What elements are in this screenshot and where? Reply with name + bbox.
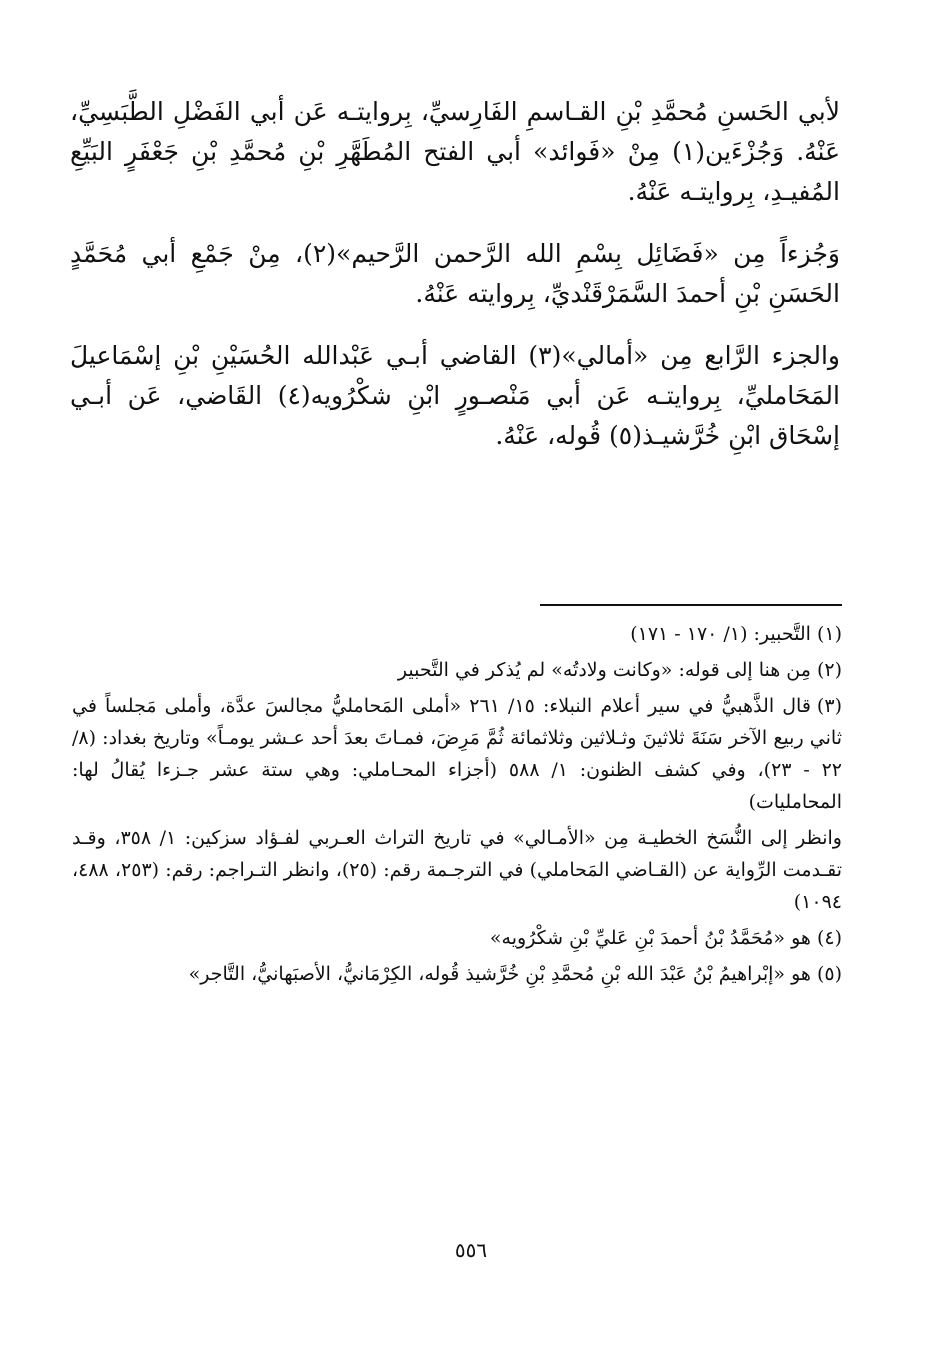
footnotes-block [72,618,842,994]
footnote-3 [72,690,842,818]
footnote-text: هو «مُحَمَّدُ بْنُ أحمدَ بْنِ عَليِّ بْنِ شكْرُويه» [489,927,811,949]
footnote-number: (١) [816,623,842,645]
footnote-number: (٣) [816,695,842,717]
body-paragraph-3: والجزء الرَّابع مِن «أمالي»(٣) القاضي أبـي عَبْدالله الحُسَيْنِ بْنِ إسْمَاعيلَ المَحَامليِّ، بِروايتـه عَن أبي مَنْصـورٍ ابْنِ شكْرُويه(٤) القَاضي، عَن أبـي إسْحَاق ابْنِ خُرَّشيـذ(٥) قُوله، عَنْهُ. [70,341,840,450]
body-paragraph-2: وَجُزءاً مِن «فَضَائِل بِسْمِ الله الرَّحمن الرَّحيم»(٢)، مِنْ جَمْعِ أبي مُحَمَّدٍ الحَسَنِ بْنِ أحمدَ السَّمَرْقَنْديِّ، بِروايته عَنْهُ. [70,239,840,308]
footnote-number: (٥) [816,963,842,985]
footnote-text: قال الذَّهبيُّ في سير أعلام النبلاء: ١٥/ ٢٦١ «أملى المَحامليُّ مجالسَ عدَّة، وأملى مَجلساً في ثاني ربيع الآخر سَنَةَ ثلاثينَ وثـلاثين وثلاثمائة ثُمَّ مَرِضَ، فمـاتَ بعدَ أحد عـشر يومـاً» وتاريخ بغداد: (٨/ ٢٢ - ٢٣)، وفي كشف الظنون: ١/ ٥٨٨ (أجزاء المحـاملي: وهي ستة عشر جـزءا يُقالُ لها: المحامليات) [72,695,842,813]
footnote-text: وانظر إلى النُّسَخ الخطيـة مِن «الأمـالي» في تاريخ التراث العـربي لفـؤاد سزكين: ١/ ٣٥٨، وقـد تقـدمت الرِّواية عن (القـاضي المَحاملي) في الترجـمة رقم: (٢٥)، وانظر التـراجم: رقم: (٢٥٣، ٤٨٨، ١٠٩٤) [72,827,843,913]
footnote-text: مِن هنا إلى قوله: «وكانت ولادتُه» لم يُذكر في التَّحبير [397,659,811,681]
footnote-text: هو «إبْراهيمُ بْنُ عَبْدَ الله بْنِ مُحمَّدِ بْنِ خُرَّشيذ قُوله، الكِرْمَانيُّ، الأصبَهانيُّ، التَّاجر» [188,963,811,985]
footnote-3-continuation [72,822,842,918]
footnote-separator-rule [540,604,842,606]
footnote-1 [72,618,842,650]
body-paragraph-1: لأبي الحَسنِ مُحمَّدِ بْنِ القـاسمِ الفَارِسيِّ، بِروايتـه عَن أبي الفَضْلِ الطَّبَسِيِّ، عَنْهُ. وَجُزْءَين(١) مِنْ «فَوائد» أبي الفتح المُطَهَّرِ بْنِ مُحمَّدِ بْنِ جَعْفَرٍ البَيِّعِ المُفيـدِ، بِروايتـه عَنْهُ. [70,97,840,206]
main-text-block [70,92,840,478]
footnote-number: (٤) [816,927,842,949]
footnote-text: التَّحبير: (١/ ١٧٠ - ١٧١) [630,623,811,645]
footnote-2 [72,654,842,686]
page-number: ٥٥٦ [454,1238,488,1262]
footnote-number: (٢) [816,659,842,681]
footnote-4 [72,922,842,954]
footnote-5 [72,958,842,990]
